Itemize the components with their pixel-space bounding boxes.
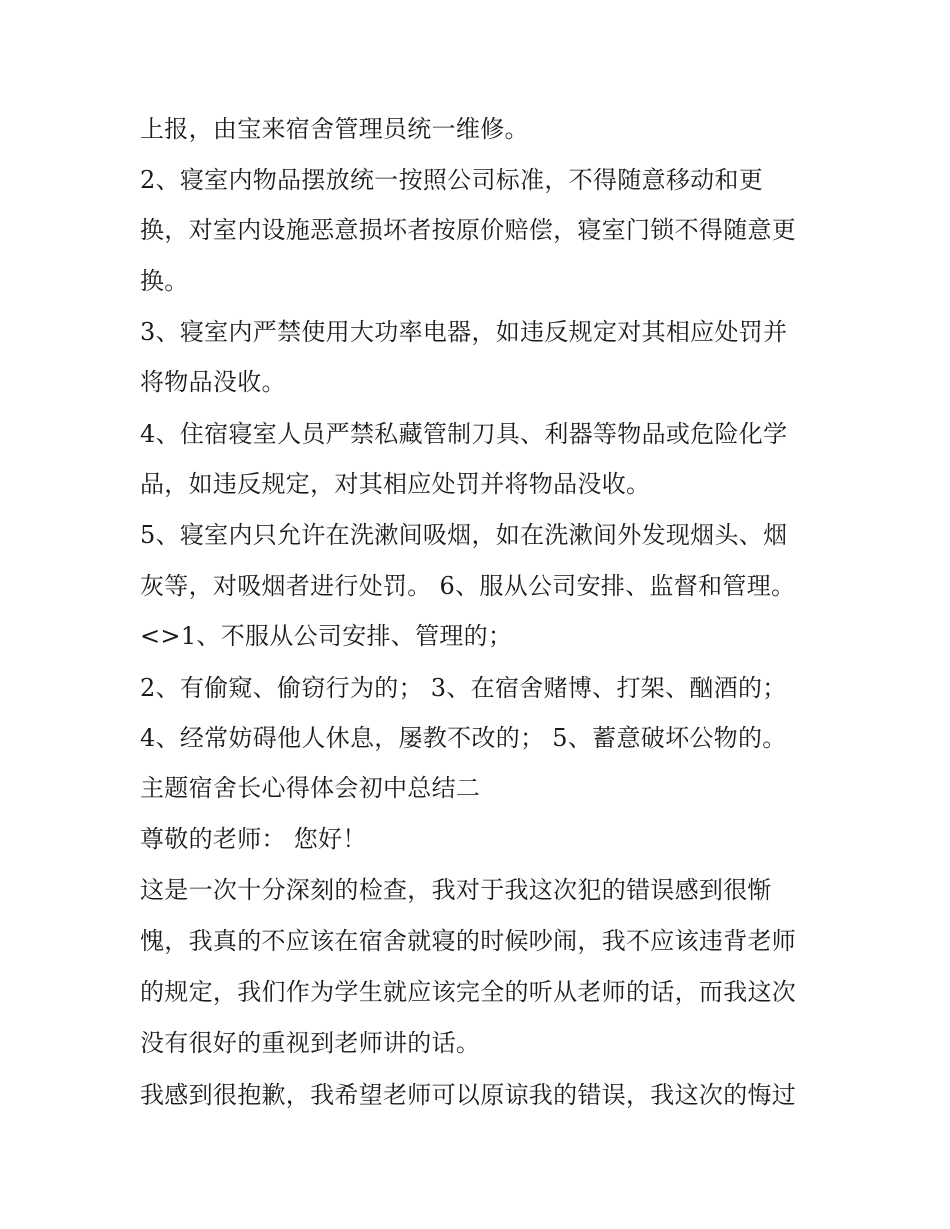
text-line: 换，对室内设施恶意损坏者按原价赔偿，寝室门锁不得随意更	[140, 216, 797, 244]
text-line: 4、住宿寝室人员严禁私藏管制刀具、利器等物品或危险化学	[140, 420, 788, 448]
text-line: 愧，我真的不应该在宿舍就寝的时候吵闹，我不应该违背老师	[140, 927, 797, 955]
section-heading: 主题宿舍长心得体会初中总结二	[140, 774, 481, 802]
text-line: 品，如违反规定，对其相应处罚并将物品没收。	[140, 470, 651, 498]
text-line: 我感到很抱歉，我希望老师可以原谅我的错误，我这次的悔过	[140, 1081, 797, 1109]
text-line: 将物品没收。	[140, 368, 286, 396]
text-line: 上报，由宝来宿舍管理员统一维修。	[140, 115, 529, 143]
text-line: 2、有偷窥、偷窃行为的； 3、在宿舍赌博、打架、酗酒的；	[140, 674, 787, 702]
text-line: 没有很好的重视到老师讲的话。	[140, 1029, 481, 1057]
text-line: 3、寝室内严禁使用大功率电器，如违反规定对其相应处罚并	[140, 318, 788, 346]
text-line: <>1、不服从公司安排、管理的；	[140, 622, 513, 650]
text-line: 5、寝室内只允许在洗漱间吸烟，如在洗漱间外发现烟头、烟	[140, 521, 788, 549]
text-line: 换。	[140, 267, 189, 295]
text-line: 4、经常妨碍他人休息，屡教不改的； 5、蓄意破坏公物的。	[140, 724, 787, 752]
text-line: 的规定，我们作为学生就应该完全的听从老师的话，而我这次	[140, 978, 797, 1006]
text-line: 2、寝室内物品摆放统一按照公司标准，不得随意移动和更	[140, 166, 764, 194]
text-line: 这是一次十分深刻的检查，我对于我这次犯的错误感到很惭	[140, 876, 772, 904]
salutation: 尊敬的老师： 您好！	[140, 825, 367, 853]
text-line: 灰等，对吸烟者进行处罚。 6、服从公司安排、监督和管理。	[140, 572, 796, 600]
